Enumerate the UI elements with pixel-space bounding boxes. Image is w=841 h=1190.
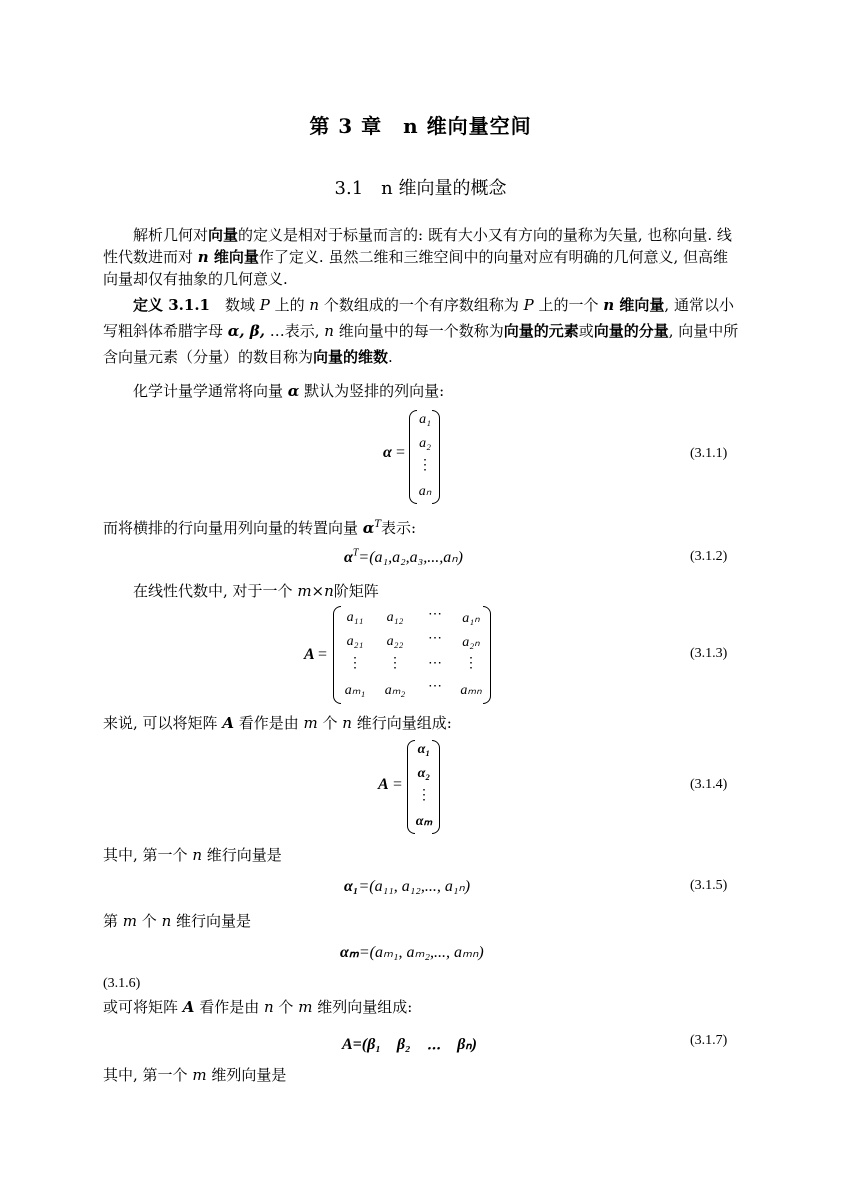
first-column-vector-text: 其中, 第一个 m 维列向量是 xyxy=(103,1066,287,1084)
column-vector-intro: 化学计量学通常将向量 α 默认为竖排的列向量: xyxy=(133,382,445,400)
definition-3-1-1: 定义 3.1.1 数域 P 上的 n 个数组成的一个有序数组称为 P 上的一个 n 维向量, 通常以小写粗斜体希腊字母 α, β, …表示, n 维向量中的每一个数称为向量的元素或向量的分量, 向量中所含向量元素（分量）的数目称为向量的维数. xyxy=(103,296,739,366)
row-decomposition-intro: 来说, 可以将矩阵 A 看作是由 m 个 n 维行向量组成: xyxy=(103,714,452,732)
equation-number: (3.1.7) xyxy=(690,1033,728,1048)
equation-number: (3.1.2) xyxy=(690,549,728,564)
first-row-vector-text: 其中, 第一个 n 维行向量是 xyxy=(103,846,282,864)
row-vector-intro: 而将横排的行向量用列向量的转置向量 $\alpha^T$表示: xyxy=(103,519,417,537)
equation-number: (3.1.3) xyxy=(690,646,728,661)
mth-row-vector-text: 第 m 个 n 维行向量是 xyxy=(103,912,252,930)
equation-number: (3.1.5) xyxy=(690,878,728,893)
equation-number: (3.1.6) xyxy=(103,976,141,991)
column-decomposition-intro: 或可将矩阵 A 看作是由 n 个 m 维列向量组成: xyxy=(103,998,413,1016)
equation-number: (3.1.1) xyxy=(690,446,728,461)
section-title: 3.1 n 维向量的概念 xyxy=(334,178,507,199)
equation-number: (3.1.4) xyxy=(690,777,728,792)
matrix-intro: 在线性代数中, 对于一个 m×n阶矩阵 xyxy=(133,582,379,600)
intro-paragraph: 解析几何对向量的定义是相对于标量而言的: 既有大小又有方向的量称为矢量, 也称向量. 线性代数进而对 n 维向量作了定义. 虽然二维和三维空间中的向量对应有明确的几何意义, 但高维向量却仅有抽象的几何意义. xyxy=(103,226,732,288)
chapter-title: 第 3 章 n 维向量空间 xyxy=(309,114,532,138)
